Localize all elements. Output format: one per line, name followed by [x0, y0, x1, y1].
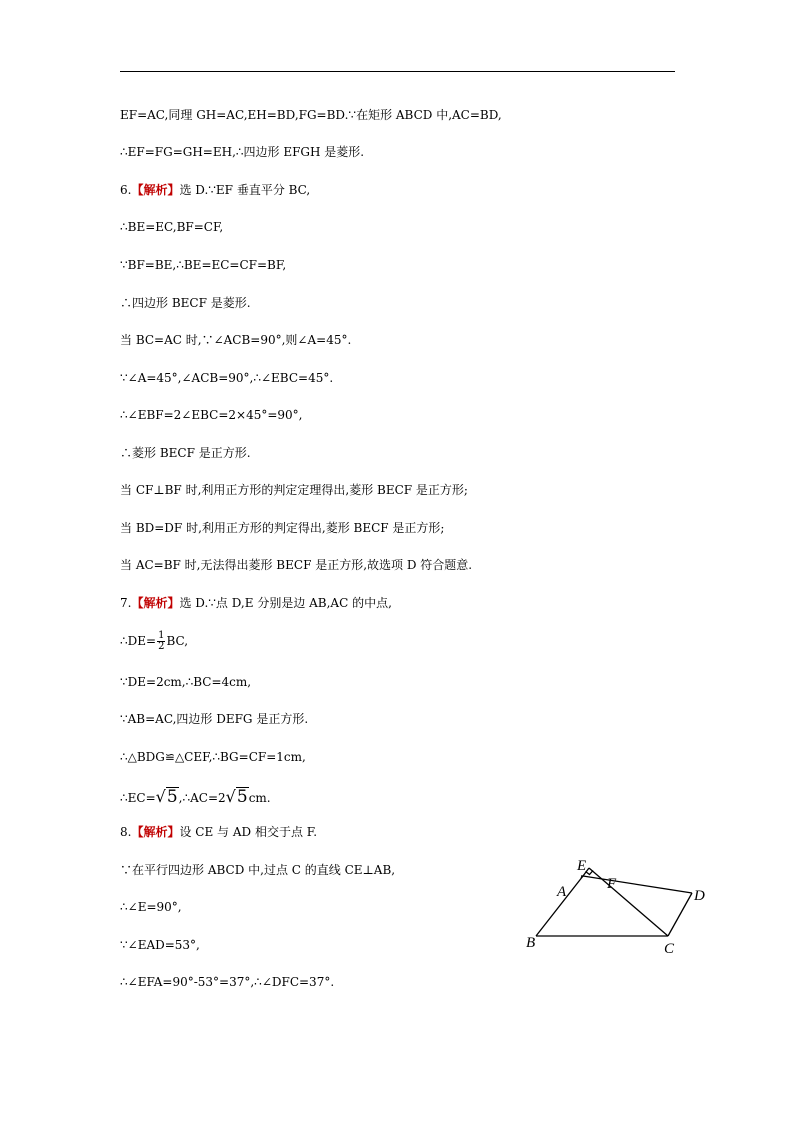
label-d: D [694, 888, 705, 904]
text-line: ∴∠EFA=90°-53°=37°,∴∠DFC=37°. [120, 975, 335, 989]
text-line: ∴EF=FG=GH=EH,∴四边形 EFGH 是菱形. [120, 145, 365, 159]
text-line: ∵∠EAD=53°, [120, 938, 200, 952]
parallelogram-figure [523, 856, 713, 956]
text-line: ∴∠E=90°, [120, 900, 182, 914]
segment-ad [583, 876, 692, 893]
ec-sqrt-line [120, 785, 271, 810]
text-line: ∵DE=2cm,∴BC=4cm, [120, 675, 252, 689]
sqrt-symbol: √5 [225, 787, 248, 807]
question-text: 选 D.∵点 D,E 分别是边 AB,AC 的中点, [179, 596, 392, 610]
sqrt-symbol: √5 [155, 787, 178, 807]
text-line: ∴△BDG≌△CEF,∴BG=CF=1cm, [120, 750, 306, 764]
de-suffix: BC, [166, 634, 189, 648]
question-number: 7. [120, 596, 132, 610]
text-line: ∴BE=EC,BF=CF, [120, 220, 224, 234]
label-a: A [557, 884, 567, 900]
label-b: B [526, 935, 536, 951]
analysis-tag: 【解析】 [131, 596, 180, 610]
text-line: 当 BD=DF 时,利用正方形的判定得出,菱形 BECF 是正方形; [120, 521, 445, 535]
text-line: EF=AC,同理 GH=AC,EH=BD,FG=BD.∵在矩形 ABCD 中,AC=BD, [120, 108, 502, 122]
label-c: C [664, 941, 675, 956]
ec-mid: ,∴AC=2 [178, 791, 226, 805]
question-number: 6. [120, 183, 132, 197]
fraction-numerator: 1 [158, 630, 165, 641]
text-line: ∴∠EBF=2∠EBC=2×45°=90°, [120, 408, 303, 422]
text-line: ∵BF=BE,∴BE=EC=CF=BF, [120, 258, 287, 272]
analysis-tag: 【解析】 [131, 183, 180, 197]
radicand: 5 [236, 787, 248, 807]
question-text: 选 D.∵EF 垂直平分 BC, [179, 183, 311, 197]
de-prefix: ∴DE= [120, 634, 157, 648]
text-line: ∵AB=AC,四边形 DEFG 是正方形. [120, 712, 309, 726]
text-line: ∵∠A=45°,∠ACB=90°,∴∠EBC=45°. [120, 371, 334, 385]
header-rule [120, 71, 675, 72]
label-e: E [577, 858, 587, 874]
text-line: ∵在平行四边形 ABCD 中,过点 C 的直线 CE⊥AB, [120, 863, 396, 877]
question-number: 8. [120, 825, 132, 839]
question-text: 设 CE 与 AD 相交于点 F. [179, 825, 318, 839]
question-6-header [120, 181, 310, 199]
de-fraction-line [120, 628, 188, 654]
text-line: 当 BC=AC 时,∵∠ACB=90°,则∠A=45°. [120, 333, 352, 347]
question-7-header [120, 594, 392, 612]
text-line: 当 AC=BF 时,无法得出菱形 BECF 是正方形,故选项 D 符合题意. [120, 558, 473, 572]
label-f: F [607, 876, 617, 892]
text-line: 当 CF⊥BF 时,利用正方形的判定定理得出,菱形 BECF 是正方形; [120, 483, 468, 497]
segment-cd [668, 893, 692, 936]
ec-prefix: ∴EC= [120, 791, 156, 805]
analysis-tag: 【解析】 [131, 825, 180, 839]
fraction-denominator: 2 [158, 641, 165, 652]
segment-ec [589, 868, 668, 936]
text-line: ∴菱形 BECF 是正方形. [120, 446, 251, 460]
radicand: 5 [166, 787, 178, 807]
text-line: ∴四边形 BECF 是菱形. [120, 296, 251, 310]
one-half-fraction [157, 631, 165, 652]
question-8-header [120, 823, 317, 841]
ac-suffix: cm. [248, 791, 271, 805]
